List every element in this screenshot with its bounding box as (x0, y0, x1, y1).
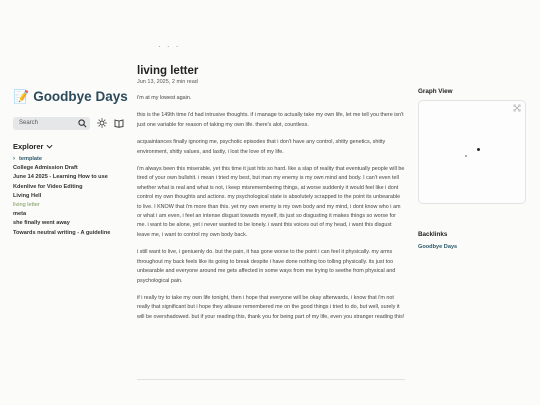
page-title: living letter (137, 65, 199, 77)
tree-item[interactable]: College Admission Draft (13, 165, 78, 172)
expand-graph-icon[interactable] (513, 104, 521, 112)
tree-item[interactable]: June 14 2025 - Learning How to use (13, 174, 108, 181)
graph-node[interactable] (465, 155, 467, 157)
memo-icon: 📝 (13, 88, 30, 104)
tree-item-label: template (19, 156, 43, 162)
tree-item-active[interactable]: living letter (13, 201, 40, 208)
left-sidebar (13, 86, 128, 236)
file-tree (13, 155, 133, 238)
theme-toggle-button[interactable] (96, 118, 107, 129)
search-placeholder: Search (19, 120, 39, 126)
tree-folder-template[interactable] (13, 155, 133, 164)
graph-view[interactable] (418, 100, 526, 204)
article (137, 64, 405, 322)
backlinks-heading: Backlinks (418, 231, 448, 238)
chevron-down-icon (46, 144, 53, 149)
tree-item[interactable]: Towards neutral writing - A guideline (13, 229, 111, 236)
article-meta: Jun 13, 2025, 2 min read (137, 79, 198, 85)
explorer-toggle[interactable] (13, 142, 53, 151)
article-divider (137, 379, 405, 380)
right-panel (418, 88, 528, 250)
search-button[interactable] (13, 117, 90, 130)
site-title[interactable] (13, 86, 128, 106)
search-icon (78, 119, 87, 128)
explorer-label: Explorer (13, 142, 44, 151)
chevron-right-icon: › (13, 156, 15, 162)
article-paragraph: this is the 149th time i'd had intrusive thoughts. if i manage to actually take my own life, let me tell you there isn't just one variable for reason of taking my own life. there's alot, countless. (137, 112, 404, 128)
article-paragraph: i still want to live, i geniuenly do. but the pain, it has gone worse to the point i can feel it physically. my arms throughout my back feels like its going to break despite i have done nothing too tolling physically. its just too unbearable and everyone around me gets affected in some ways from me trying to seethe from physical and psychological pain. (137, 249, 396, 284)
book-icon (114, 118, 124, 128)
article-paragraph: acquaintances finally ignoring me, psychotic episodes that i don't have any control, shitty genetics, shitty environment, shitty values, and lastly, i lost the love of my life. (137, 139, 386, 155)
article-paragraph: i'm at my lowest again. (137, 95, 192, 101)
reader-mode-button[interactable] (113, 118, 124, 129)
backlink-item[interactable]: Goodbye Days (418, 244, 458, 250)
tree-item[interactable]: meta (13, 211, 27, 218)
site-title-text[interactable]: Goodbye Days (33, 88, 128, 104)
top-indicator: · · · (158, 42, 181, 51)
graph-node-current[interactable] (477, 148, 480, 151)
sun-icon (97, 118, 107, 128)
graph-view-heading: Graph View (418, 88, 453, 95)
tree-item[interactable]: Living Hell (13, 192, 42, 199)
tree-item[interactable]: Kdenlive for Video Editing (13, 183, 83, 190)
tree-item[interactable]: she finally went away (13, 220, 70, 227)
article-paragraph: if i really try to take my own life tonight, then i hope that everyone will be okay afterwards, i know that i'm not really that significant but i hope they atlease remembered me on the good things i tried to do, but well, surely it will be overshadowed. but if your reading this, thank you for being part of my life, even you stranger reading this! (137, 294, 405, 320)
search-row (13, 116, 125, 130)
article-paragraph: i'm always been this miserable, yet this time it just hits so hard. like a slap of reality that eventually people will be tired of your own bullshit. i mean i tried my best, but man my enemy is my own mind and body. I can't even tell whether what is real and what is not, i keep misremembering things, at worse suddenly it would feel like i dont control my own thoughts and actions. my psychological state is absolutely scrapped to the point its unbearable to live. I KNOW that i'm more than this. yet my own enemy is my own body and my mind, i dont know who i am or what i am even, i feel an intense disgust towards myself, its just so disgusting it makes things so worse for me. i want to be alone, yet i never wanted to be lonely. i want this voices out of my head, i want this disgust leave me, i want to control my own body back. (137, 166, 405, 238)
